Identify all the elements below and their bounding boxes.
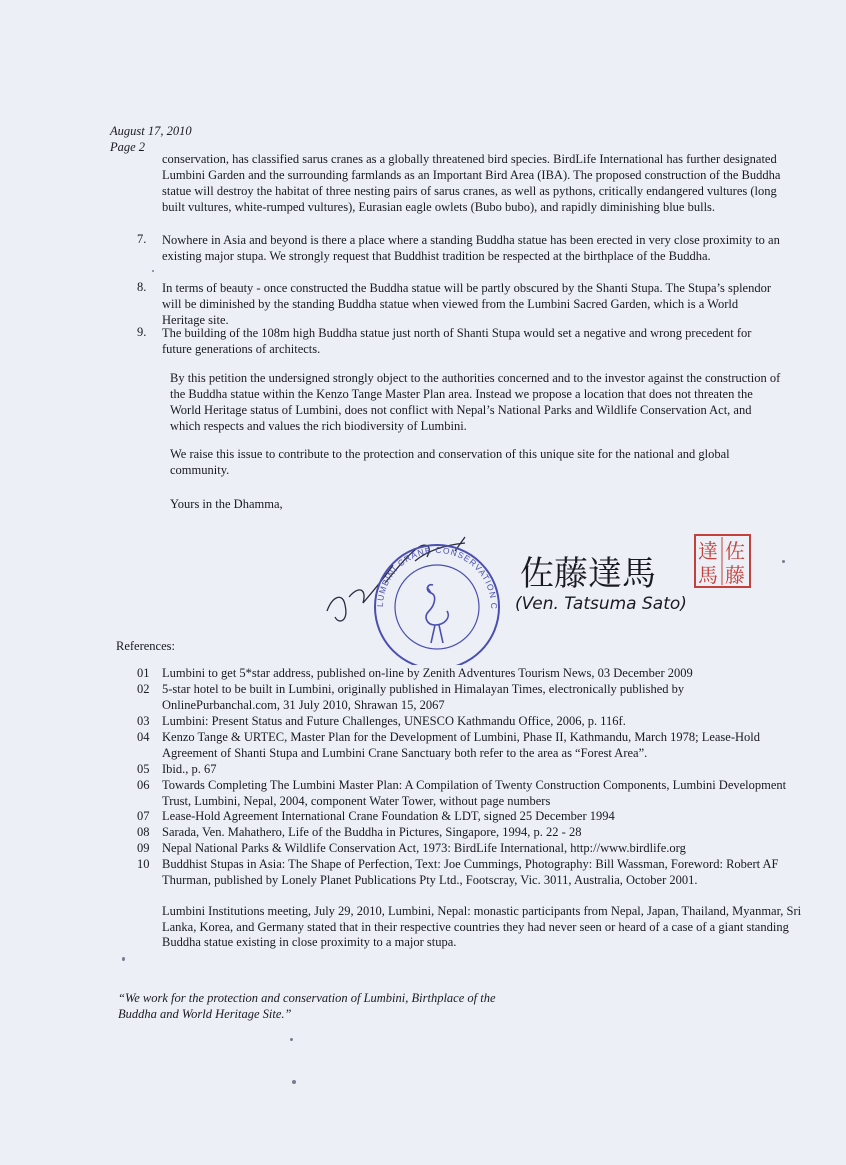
reference-number: 02	[137, 682, 150, 696]
header-page: Page 2	[110, 140, 146, 154]
reference-number: 06	[137, 778, 150, 792]
reference-number: 03	[137, 714, 150, 728]
point-text: Nowhere in Asia and beyond is there a place where a standing Buddha statue has been erected in very close proximity to an existing major stupa. We strongly request that Buddhist tradition be respected at the birthplace of the Buddha.	[162, 233, 780, 263]
references-heading: References:	[116, 639, 175, 653]
reference-item: Towards Completing The Lumbini Master Plan: A Compilation of Twenty Construction Components, Lumbini Development Trust, Lumbini, Nepal, 2004, component Water Tower, without page numbers	[162, 778, 787, 808]
red-seal	[695, 535, 750, 587]
seal-char: 馬	[698, 563, 718, 587]
conservation-stamp	[315, 525, 499, 665]
scan-speck	[122, 957, 125, 961]
reference-number: 01	[137, 666, 150, 680]
reference-item: Nepal National Parks & Wildlife Conservation Act, 1973: BirdLife International, http://www.birdlife.org	[162, 841, 686, 855]
footer-quote: “We work for the protection and conservation of Lumbini, Birthplace of the Buddha and World Heritage Site.”	[118, 991, 496, 1021]
scan-speck	[152, 270, 154, 272]
point-text: In terms of beauty - once constructed the Buddha statue will be partly obscured by the Shanti Stupa. The Stupa’s splendor will be diminished by the standing Buddha statue when viewed from the Lumbini Sacred Garden, which is a World Heritage site.	[162, 281, 772, 327]
reference-number: 07	[137, 809, 150, 823]
reference-number: 08	[137, 825, 150, 839]
scan-speck	[782, 560, 785, 563]
signature-block	[315, 525, 775, 665]
scan-speck	[292, 1080, 296, 1084]
continuation-paragraph: conservation, has classified sarus cranes as a globally threatened bird species. BirdLife International has further designated Lumbini Garden and the surrounding farmlands as an Important Bird Area (IBA). The proposed construction of the Buddha statue will destroy the habitat of three nesting pairs of sarus cranes, as well as pythons, critically endangered vultures (long built vultures, white-rumped vultures), Eurasian eagle owlets (Bubo bubo), and rapidly diminishing blue bulls.	[162, 152, 781, 214]
seal-char: 達	[698, 539, 718, 563]
signatures-svg	[315, 525, 775, 665]
point-number: 8.	[137, 280, 147, 294]
header-date: August 17, 2010	[110, 124, 192, 138]
seal-char: 佐	[725, 539, 745, 563]
romanized-signature: (Ven. Tatsuma Sato)	[515, 594, 687, 614]
reference-number: 05	[137, 762, 150, 776]
point-text: The building of the 108m high Buddha statue just north of Shanti Stupa would set a negative and wrong precedent for future generations of architects.	[162, 326, 752, 356]
svg-text:LUMBINI CRANE CONSERVATION CEN	[315, 525, 499, 610]
reference-item: Sarada, Ven. Mahathero, Life of the Buddha in Pictures, Singapore, 1994, p. 22 - 28	[162, 825, 582, 839]
reference-item: Lease-Hold Agreement International Crane Foundation & LDT, signed 25 December 1994	[162, 809, 615, 823]
raise-paragraph: We raise this issue to contribute to the protection and conservation of this unique site for the national and global community.	[170, 447, 730, 477]
japanese-signature: 佐藤達馬	[520, 554, 656, 594]
reference-number: 04	[137, 730, 150, 744]
seal-char: 藤	[725, 563, 745, 587]
reference-item: Lumbini: Present Status and Future Challenges, UNESCO Kathmandu Office, 2006, p. 116f.	[162, 714, 626, 728]
reference-number: 09	[137, 841, 150, 855]
reference-item: 5-star hotel to be built in Lumbini, originally published in Himalayan Times, electronically published by OnlinePurbanchal.com, 31 July 2010, Shrawan 15, 2067	[162, 682, 685, 712]
reference-item: Buddhist Stupas in Asia: The Shape of Perfection, Text: Joe Cummings, Photography: Bill Wassman, Foreword: Robert AF Thurman, published by Lonely Planet Publications Pty Ltd., Footscray, Vic. 3011, Australia, October 2001.	[162, 857, 779, 887]
closing-line: Yours in the Dhamma,	[170, 497, 283, 511]
crane-icon	[426, 585, 448, 643]
petition-paragraph: By this petition the undersigned strongly object to the authorities concerned and to the investor against the construction of the Buddha statue within the Kenzo Tange Master Plan area. Instead we propose a location that does not threaten the World Heritage status of Lumbini, does not conflict with Nepal’s National Parks and Wildlife Conservation Act, and which respects and values the rich biodiversity of Lumbini.	[170, 371, 781, 433]
point-number: 7.	[137, 232, 147, 246]
reference-item: Lumbini to get 5*star address, published on-line by Zenith Adventures Tourism News, 03 December 2009	[162, 666, 693, 680]
scan-speck	[290, 1038, 293, 1041]
reference-item: Kenzo Tange & URTEC, Master Plan for the Development of Lumbini, Phase II, Kathmandu, March 1978; Lease-Hold Agreement of Shanti Stupa and Lumbini Crane Sanctuary both refer to the area as “Forest Area”.	[162, 730, 760, 760]
reference-note: Lumbini Institutions meeting, July 29, 2010, Lumbini, Nepal: monastic participants from Nepal, Japan, Thailand, Myanmar, Sri Lanka, Korea, and Germany stated that in their respective countries they had never seen or heard of a case of a giant standing Buddha statue existing in close proximity to a major stupa.	[162, 904, 802, 949]
stamp-text: LUMBINI CRANE CONSERVATION C	[374, 544, 500, 610]
reference-number: 10	[137, 857, 150, 871]
reference-item: Ibid., p. 67	[162, 762, 217, 776]
point-number: 9.	[137, 325, 147, 339]
